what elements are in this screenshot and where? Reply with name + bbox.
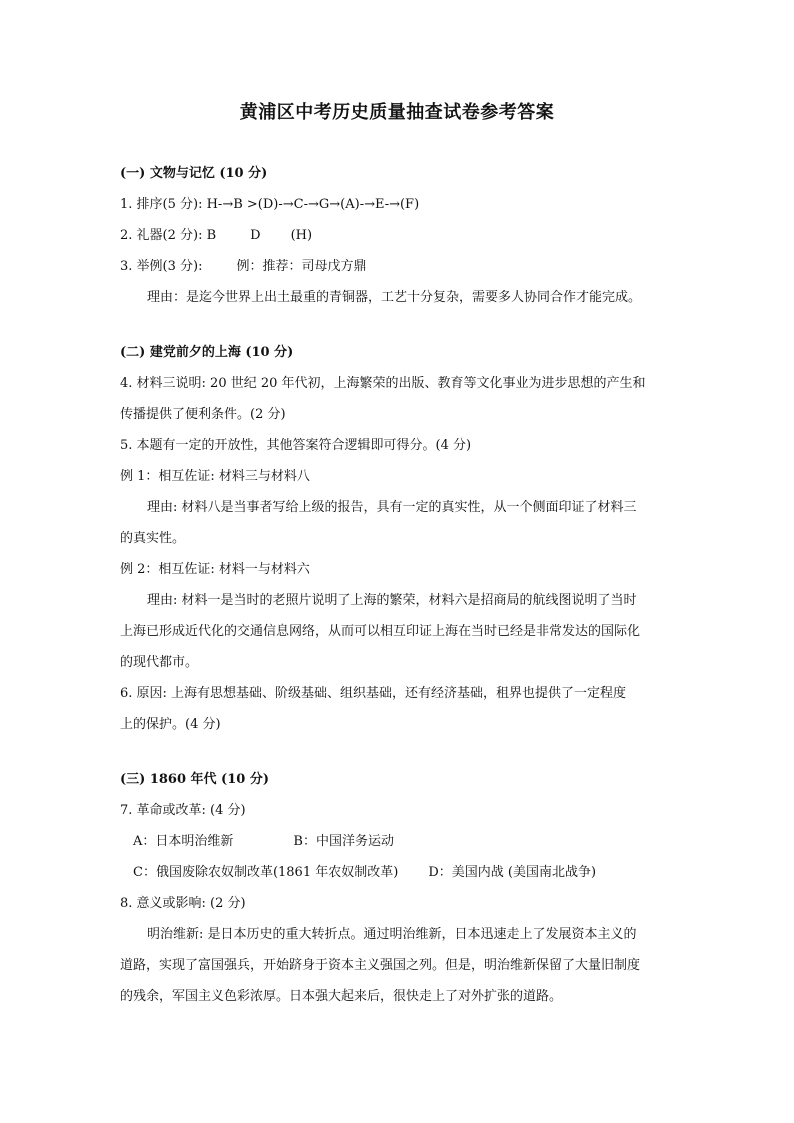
option-b: B：中国洋务运动: [293, 834, 394, 849]
option-c: C：俄国废除农奴制改革(1861 年农奴制改革): [133, 865, 399, 880]
answer-2-option-d: D: [250, 228, 261, 243]
answer-7: 7. 革命或改革: (4 分): [120, 803, 246, 818]
answer-4-line-2: 传播提供了便利条件。(2 分): [120, 407, 286, 422]
page-title: 黄浦区中考历史质量抽查试卷参考答案: [239, 102, 555, 123]
answer-3: [120, 258, 366, 276]
example-1-reason-line-2: 的真实性。: [120, 531, 186, 546]
answer-6-line-1: 6. 原因: 上海有思想基础、阶级基础、组织基础，还有经济基础，租界也提供了一定程度: [120, 686, 627, 701]
answer-3-example: 例：推荐：司母戊方鼎: [236, 259, 367, 274]
answer-4-line-1: 4. 材料三说明: 20 世纪 20 年代初，上海繁荣的出版、教育等文化事业为进步思想的产生和: [120, 376, 646, 391]
answer-2-option-h: (H): [290, 228, 313, 243]
answer-8-line-2: 道路，实现了富国强兵，开始跻身于资本主义强国之列。但是，明治维新保留了大量旧制度: [120, 958, 641, 973]
example-2-reason-line-2: 上海已形成近代化的交通信息网络，从而可以相互印证上海在当时已经是非常发达的国际化: [120, 624, 641, 639]
option-a: A：日本明治维新: [133, 834, 234, 849]
example-1: 例 1：相互佐证: 材料三与材料八: [120, 469, 310, 484]
example-2-reason-line-3: 的现代都市。: [120, 655, 199, 670]
answer-7-options-ab: [133, 833, 394, 851]
answer-8-line-1: 明治维新: 是日本历史的重大转折点。通过明治维新，日本迅速走上了发展资本主义的: [147, 927, 637, 942]
answer-2-label: 2. 礼器(2 分): B: [120, 228, 217, 243]
section-2-heading: (二) 建党前夕的上海 (10 分): [120, 345, 294, 360]
answer-3-label: 3. 举例(3 分):: [120, 259, 203, 274]
option-d: D：美国内战 (美国南北战争): [428, 865, 597, 880]
example-2-reason-line-1: 理由: 材料一是当时的老照片说明了上海的繁荣，材料六是招商局的航线图说明了当时: [147, 593, 637, 608]
answer-3-reason: 理由：是迄今世界上出土最重的青铜器，工艺十分复杂，需要多人协同合作才能完成。: [147, 290, 642, 305]
example-1-reason-line-1: 理由: 材料八是当事者写给上级的报告，具有一定的真实性，从一个侧面印证了材料三: [147, 500, 637, 515]
answer-6-line-2: 上的保护。(4 分): [120, 717, 221, 732]
answer-8: 8. 意义或影响: (2 分): [120, 896, 246, 911]
example-2: 例 2：相互佐证: 材料一与材料六: [120, 562, 310, 577]
answer-7-options-cd: [133, 864, 596, 882]
answer-5: 5. 本题有一定的开放性，其他答案符合逻辑即可得分。(4 分): [120, 438, 472, 453]
section-3-heading: (三) 1860 年代 (10 分): [120, 772, 269, 787]
answer-1: 1. 排序(5 分): H-→B >(D)-→C-→G→(A)-→E-→(F): [120, 197, 420, 212]
answer-2: [120, 227, 312, 245]
section-1-heading: (一) 文物与记忆 (10 分): [120, 166, 268, 181]
answer-8-line-3: 的残余，军国主义色彩浓厚。日本强大起来后，很快走上了对外扩张的道路。: [120, 989, 563, 1004]
